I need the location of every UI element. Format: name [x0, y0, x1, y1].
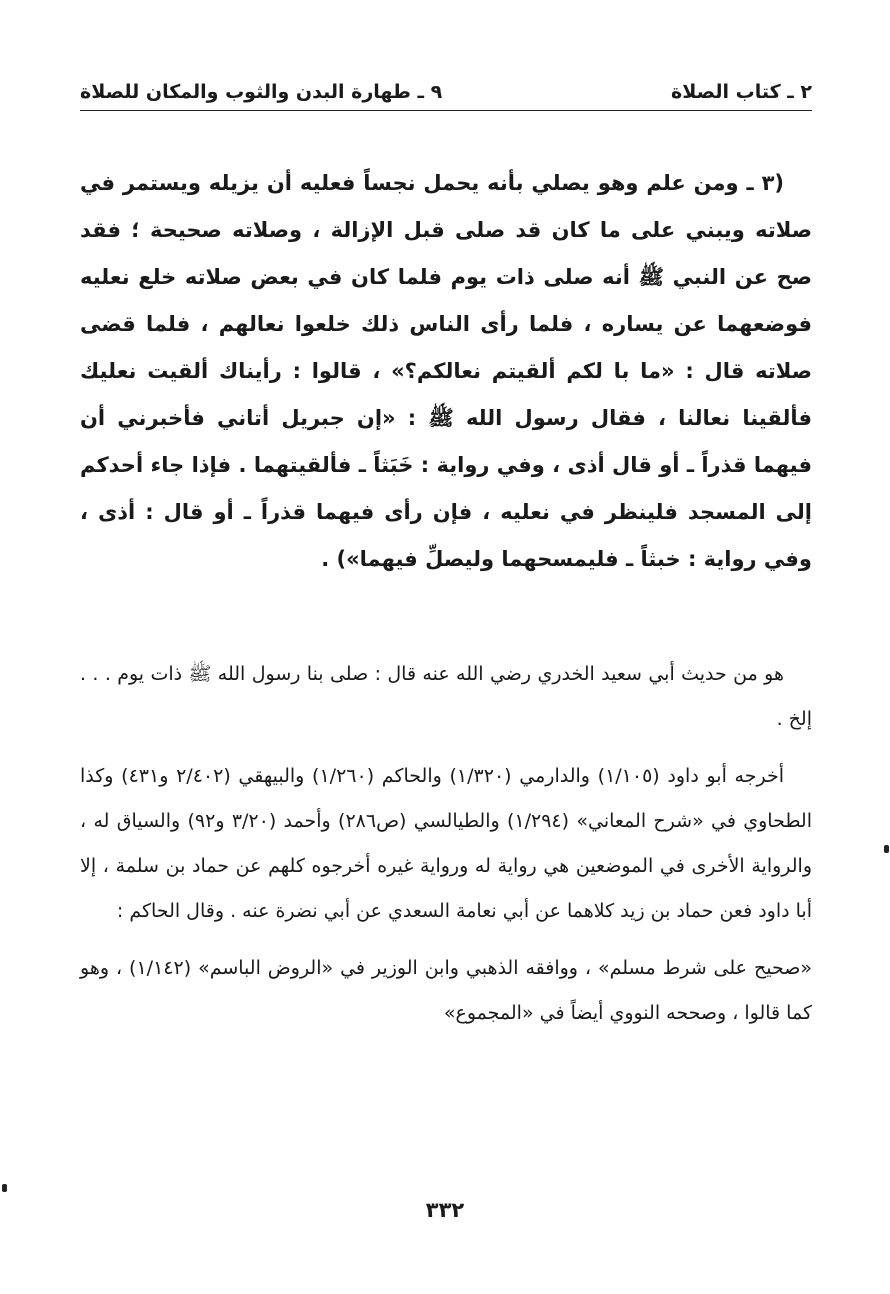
main-paragraph: (٣ ـ ومن علم وهو يصلي بأنه يحمل نجساً فعليه أن يزيله ويستمر في صلاته ويبني على ما كان قد صلى قبل الإزالة ، وصلاته صحيحة ؛ فقد صح عن النبي ﷺ أنه صلى ذات يوم فلما كان في بعض صلاته خلع نعليه فوضعهما عن يساره ، فلما رأى الناس ذلك خلعوا نعالهم ، فلما قضى صلاته قال : «ما با لكم ألقيتم نعالكم؟» ، قالوا : رأيناك ألقيت نعليك فألقينا نعالنا ، فقال رسول الله ﷺ : «إن جبريل أتاني فأخبرني أن فيهما قذراً ـ أو قال أذى ، وفي رواية : خَبَثاً ـ فألقيتهما . فإذا جاء أحدكم إلى المسجد فلينظر في نعليه ، فإن رأى فيهما قذراً ـ أو قال : أذى ، وفي رواية : خبثاً ـ فليمسحهما وليصلِّ فيهما») . [80, 171, 812, 571]
running-header [80, 74, 812, 111]
main-text [80, 160, 812, 583]
header-section-title: ٩ ـ طهارة البدن والثوب والمكان للصلاة [80, 81, 443, 103]
commentary-paragraph-hadith: هو من حديث أبي سعيد الخدري رضي الله عنه قال : صلى بنا رسول الله ﷺ ذات يوم . . . إلخ . [80, 663, 812, 730]
header-chapter-title: ٢ ـ كتاب الصلاة [671, 81, 812, 103]
margin-mark-bottom [2, 1184, 7, 1192]
page-number: ٣٣٢ [425, 1198, 465, 1222]
margin-mark-top [884, 845, 889, 853]
commentary-paragraph-takhrij: أخرجه أبو داود (١/١٠٥) والدارمي (١/٣٢٠) والحاكم (١/٢٦٠) والبيهقي (٢/٤٠٢ و٤٣١) وكذا الطحاوي في «شرح المعاني» (١/٢٩٤) والطيالسي (ص٢٨٦) وأحمد (٣/٢٠ و٩٢) والسياق له ، والرواية الأخرى في الموضعين هي رواية له ورواية غيره أخرجوه كلهم عن حماد بن سلمة ، إلا أبا داود فعن حماد بن زيد كلاهما عن أبي نعامة السعدي عن أبي نضرة عنه . وقال الحاكم : [80, 765, 812, 922]
commentary-paragraph-grading: «صحيح على شرط مسلم» ، ووافقه الذهبي وابن الوزير في «الروض الباسم» (١/١٤٢) ، وهو كما قالوا ، وصححه النووي أيضاً في «المجموع» [80, 957, 812, 1024]
commentary [80, 652, 812, 1036]
